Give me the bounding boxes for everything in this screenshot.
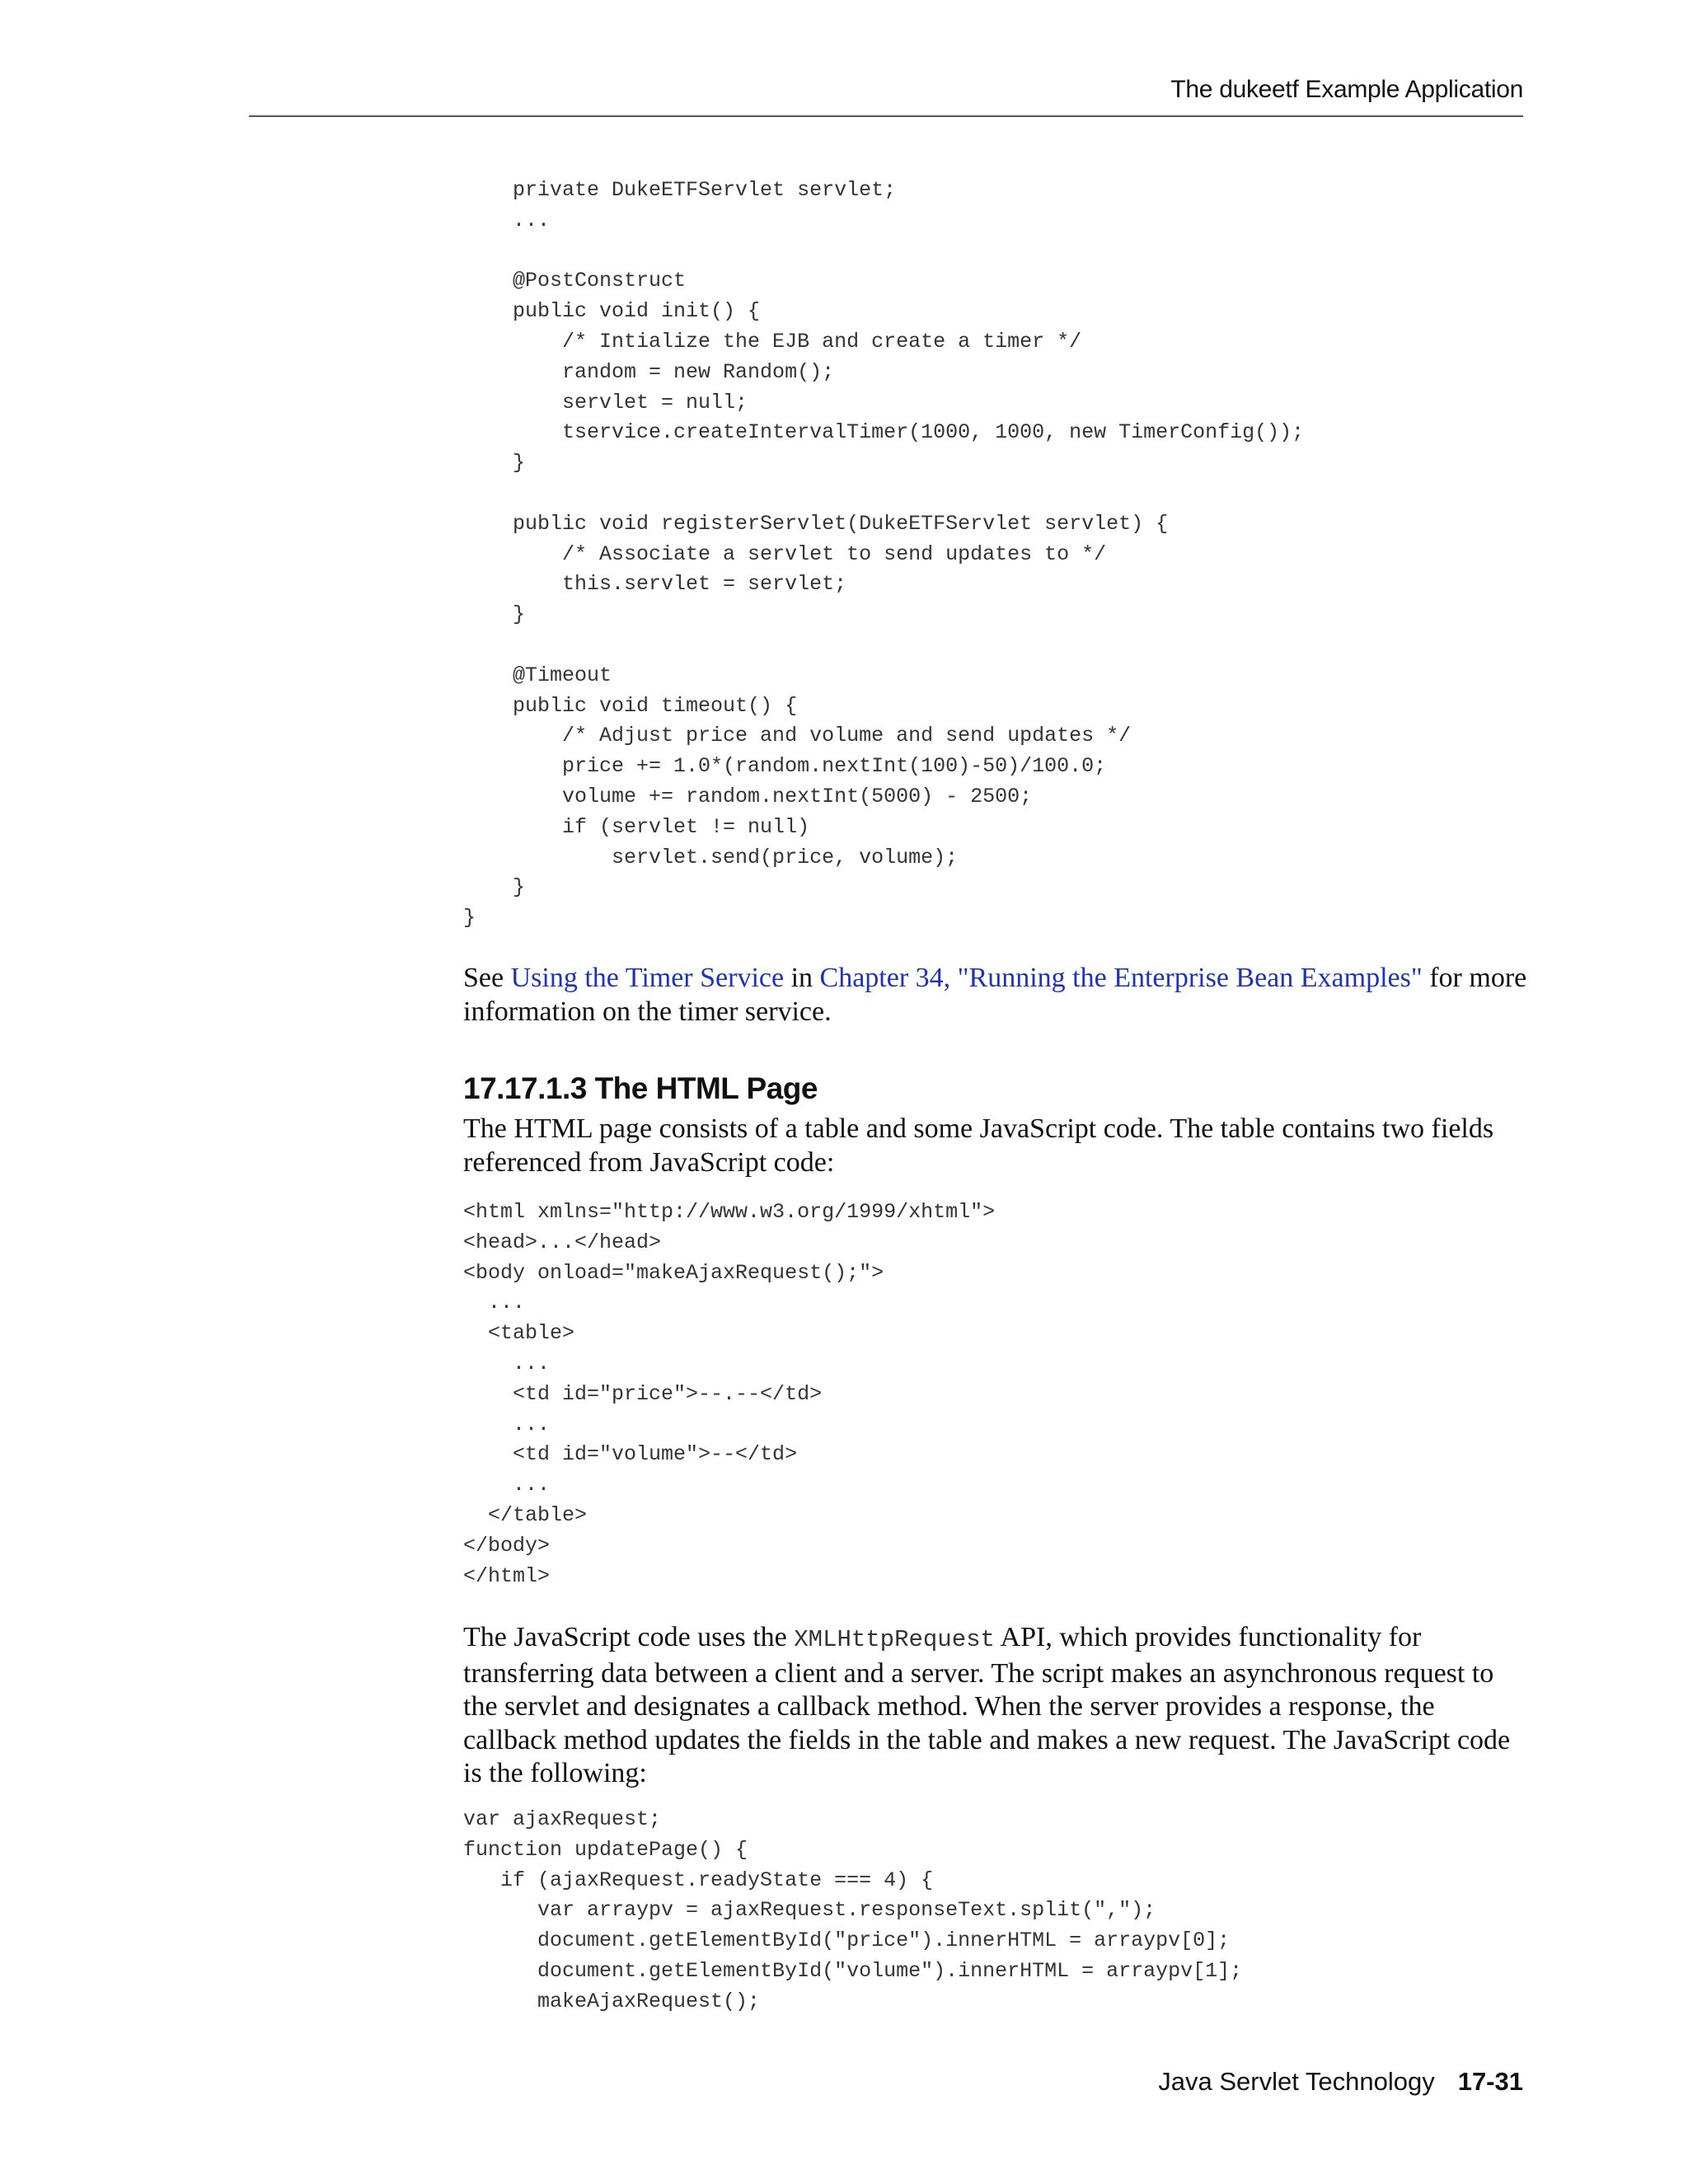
code-line: ... (463, 1291, 526, 1315)
running-header: The dukeetf Example Application (1170, 76, 1523, 103)
code-line (463, 479, 1304, 509)
text-rest: for more information on the timer service. (463, 963, 1527, 1027)
code-line: } (463, 906, 476, 930)
inline-code-xmlhttprequest: XMLHttpRequest (794, 1626, 995, 1653)
code-block-javascript (463, 1805, 1242, 2018)
code-line: random = new Random(); (463, 359, 835, 384)
code-line: if (ajaxRequest.readyState === 4) { (463, 1868, 934, 1892)
code-block-html (463, 1197, 995, 1591)
code-line: makeAjaxRequest(); (463, 1989, 761, 2013)
code-line: public void init() { (463, 299, 761, 324)
code-line: </table> (463, 1502, 588, 1527)
section-heading-html-page: 17.17.1.3 The HTML Page (463, 1071, 818, 1105)
code-line: /* Adjust price and volume and send updates */ (463, 724, 1132, 748)
link-chapter-34[interactable]: Chapter 34, "Running the Enterprise Bean Examples" (819, 963, 1423, 993)
code-line: servlet = null; (463, 390, 748, 415)
code-line: function updatePage() { (463, 1837, 748, 1862)
code-line: } (463, 451, 526, 476)
code-line: <td id="price">--.--</td> (463, 1381, 823, 1406)
code-line: <table> (463, 1321, 575, 1346)
code-line: </html> (463, 1563, 551, 1588)
code-line: ... (463, 208, 551, 232)
code-line: } (463, 602, 526, 627)
code-line (463, 237, 1304, 267)
code-line: this.servlet = servlet; (463, 572, 847, 597)
code-line: public void registerServlet(DukeETFServlet servlet) { (463, 511, 1169, 536)
page-footer (1158, 2067, 1523, 2097)
code-line: <body onload="makeAjaxRequest();"> (463, 1260, 884, 1285)
code-line: ... (463, 1351, 551, 1376)
code-line: price += 1.0*(random.nextInt(100)-50)/100.0; (463, 754, 1107, 779)
code-line: if (servlet != null) (463, 814, 810, 839)
paragraph-html-page-intro: The HTML page consists of a table and some JavaScript code. The table contains two fields referenced from JavaScript code: (463, 1113, 1494, 1178)
code-line: <head>...</head> (463, 1230, 662, 1254)
code-line: /* Associate a servlet to send updates to */ (463, 541, 1107, 566)
paragraph-javascript-intro (463, 1621, 1535, 1791)
code-line: <td id="volume">--</td> (463, 1442, 798, 1467)
code-line: var ajaxRequest; (463, 1807, 662, 1831)
text-after: API, which provides functionality for transferring data between a client and a server. The script makes an asynchronous request to the servlet and designates a callback method. When the server provides a response, the callback method updates the fields in the table and makes a new request. The JavaScript code is the following: (463, 1622, 1511, 1788)
code-line: </body> (463, 1533, 551, 1558)
code-line: /* Intialize the EJB and create a timer */ (463, 329, 1082, 354)
text-in: in (784, 963, 820, 993)
link-using-timer-service[interactable]: Using the Timer Service (510, 963, 785, 993)
code-block-ejb-timer (463, 176, 1304, 934)
code-line: tservice.createIntervalTimer(1000, 1000, new TimerConfig()); (463, 420, 1305, 445)
code-line (463, 630, 1304, 661)
code-line: ... (463, 1412, 551, 1436)
paragraph-timer-reference (463, 962, 1535, 1029)
code-line: document.getElementById("volume").innerHTML = arraypv[1]; (463, 1958, 1243, 1983)
code-line: @Timeout (463, 663, 612, 687)
page-number: 17-31 (1457, 2067, 1523, 2096)
code-line: document.getElementById("price").innerHTML = arraypv[0]; (463, 1929, 1231, 1953)
code-line: var arraypv = ajaxRequest.responseText.split(","); (463, 1898, 1156, 1923)
code-line: @PostConstruct (463, 269, 687, 293)
code-line: } (463, 875, 526, 900)
code-line: public void timeout() { (463, 693, 798, 718)
code-line: servlet.send(price, volume); (463, 845, 959, 869)
header-rule (249, 115, 1523, 117)
code-line: volume += random.nextInt(5000) - 2500; (463, 784, 1033, 808)
code-line: ... (463, 1473, 551, 1497)
code-line: <html xmlns="http://www.w3.org/1999/xhtml"> (463, 1200, 996, 1224)
code-line: private DukeETFServlet servlet; (463, 178, 897, 202)
text-before: The JavaScript code uses the (463, 1622, 795, 1652)
text-see: See (463, 963, 511, 993)
footer-chapter-title: Java Servlet Technology (1158, 2067, 1435, 2096)
